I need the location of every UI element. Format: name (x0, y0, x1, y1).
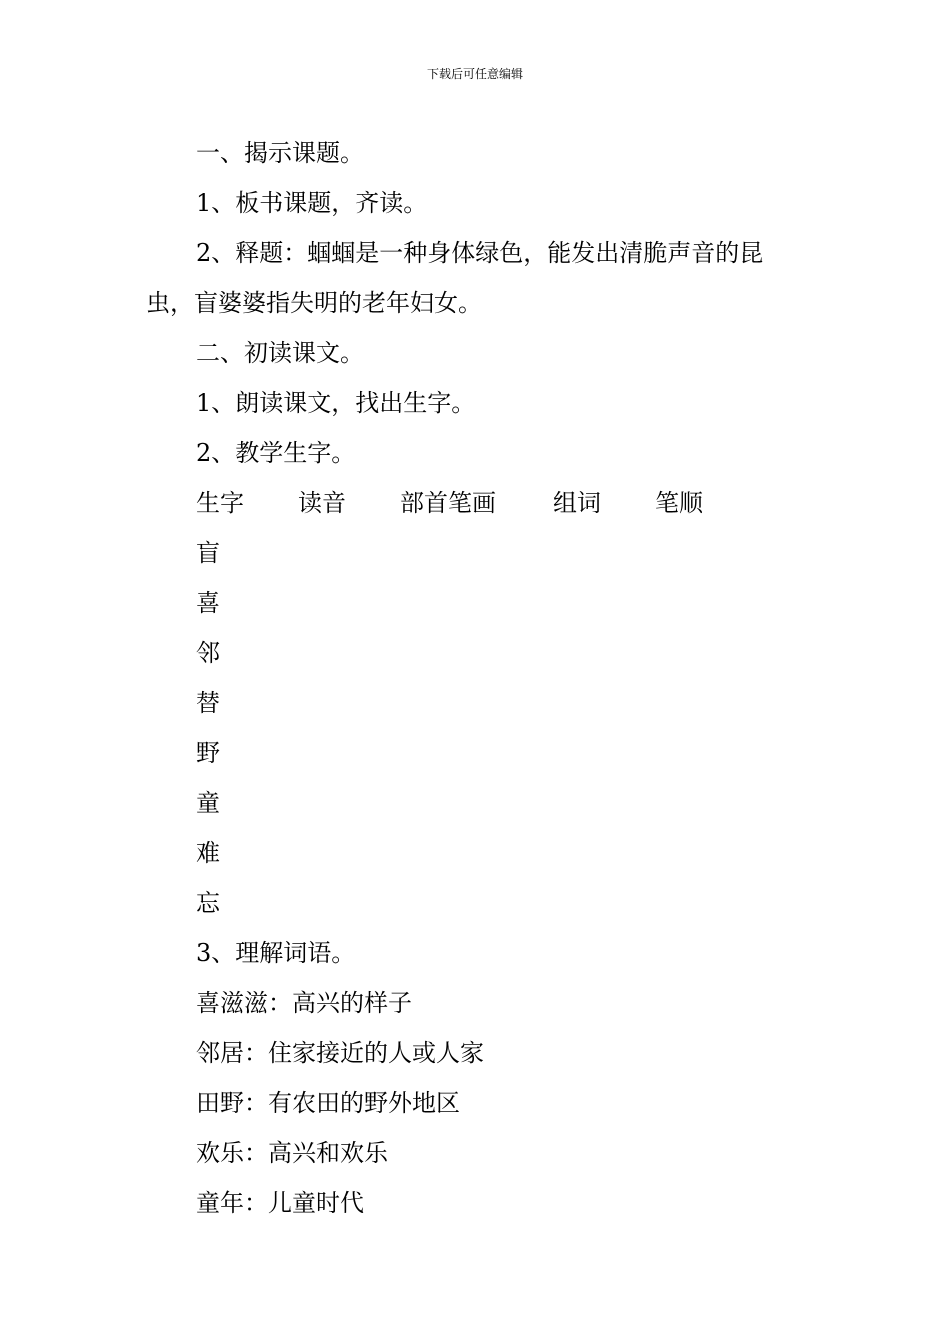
table-row-character: 野 (196, 739, 220, 767)
vocab-item: 童年：儿童时代 (196, 1189, 364, 1217)
page-header-note: 下载后可任意编辑 (426, 67, 523, 81)
document-body (146, 128, 810, 1228)
table-row-character: 童 (196, 789, 220, 817)
table-row-character: 盲 (196, 539, 220, 567)
table-row-character: 替 (196, 689, 220, 717)
section-1-item-2-line-1: 2、释题：蝈蝈是一种身体绿色，能发出清脆声音的昆 (196, 239, 764, 267)
section-2-item-3: 3、理解词语。 (196, 939, 356, 967)
section-2-item-2: 2、教学生字。 (196, 439, 356, 467)
section-1-title: 一、揭示课题。 (196, 139, 364, 167)
section-2-item-1: 1、朗读课文，找出生字。 (196, 389, 476, 417)
column-header-stroke-order: 笔顺 (655, 489, 703, 517)
vocab-item: 欢乐：高兴和欢乐 (196, 1139, 388, 1167)
section-1-item-2-line-2: 虫，盲婆婆指失明的老年妇女。 (146, 289, 482, 317)
vocab-item: 田野：有农田的野外地区 (196, 1089, 460, 1117)
table-row-character: 喜 (196, 589, 220, 617)
column-header-pronunciation: 读音 (298, 489, 346, 517)
table-row-character: 邻 (196, 639, 220, 667)
column-header-character: 生字 (196, 489, 244, 517)
table-row-character: 忘 (196, 889, 220, 917)
vocab-item: 喜滋滋：高兴的样子 (196, 989, 412, 1017)
section-2-title: 二、初读课文。 (196, 339, 364, 367)
column-header-radical-strokes: 部首笔画 (400, 489, 496, 517)
table-row-character: 难 (196, 839, 220, 867)
vocab-item: 邻居：住家接近的人或人家 (196, 1039, 484, 1067)
character-table-header (146, 478, 810, 528)
column-header-words: 组词 (553, 489, 601, 517)
section-1-item-1: 1、板书课题，齐读。 (196, 189, 428, 217)
